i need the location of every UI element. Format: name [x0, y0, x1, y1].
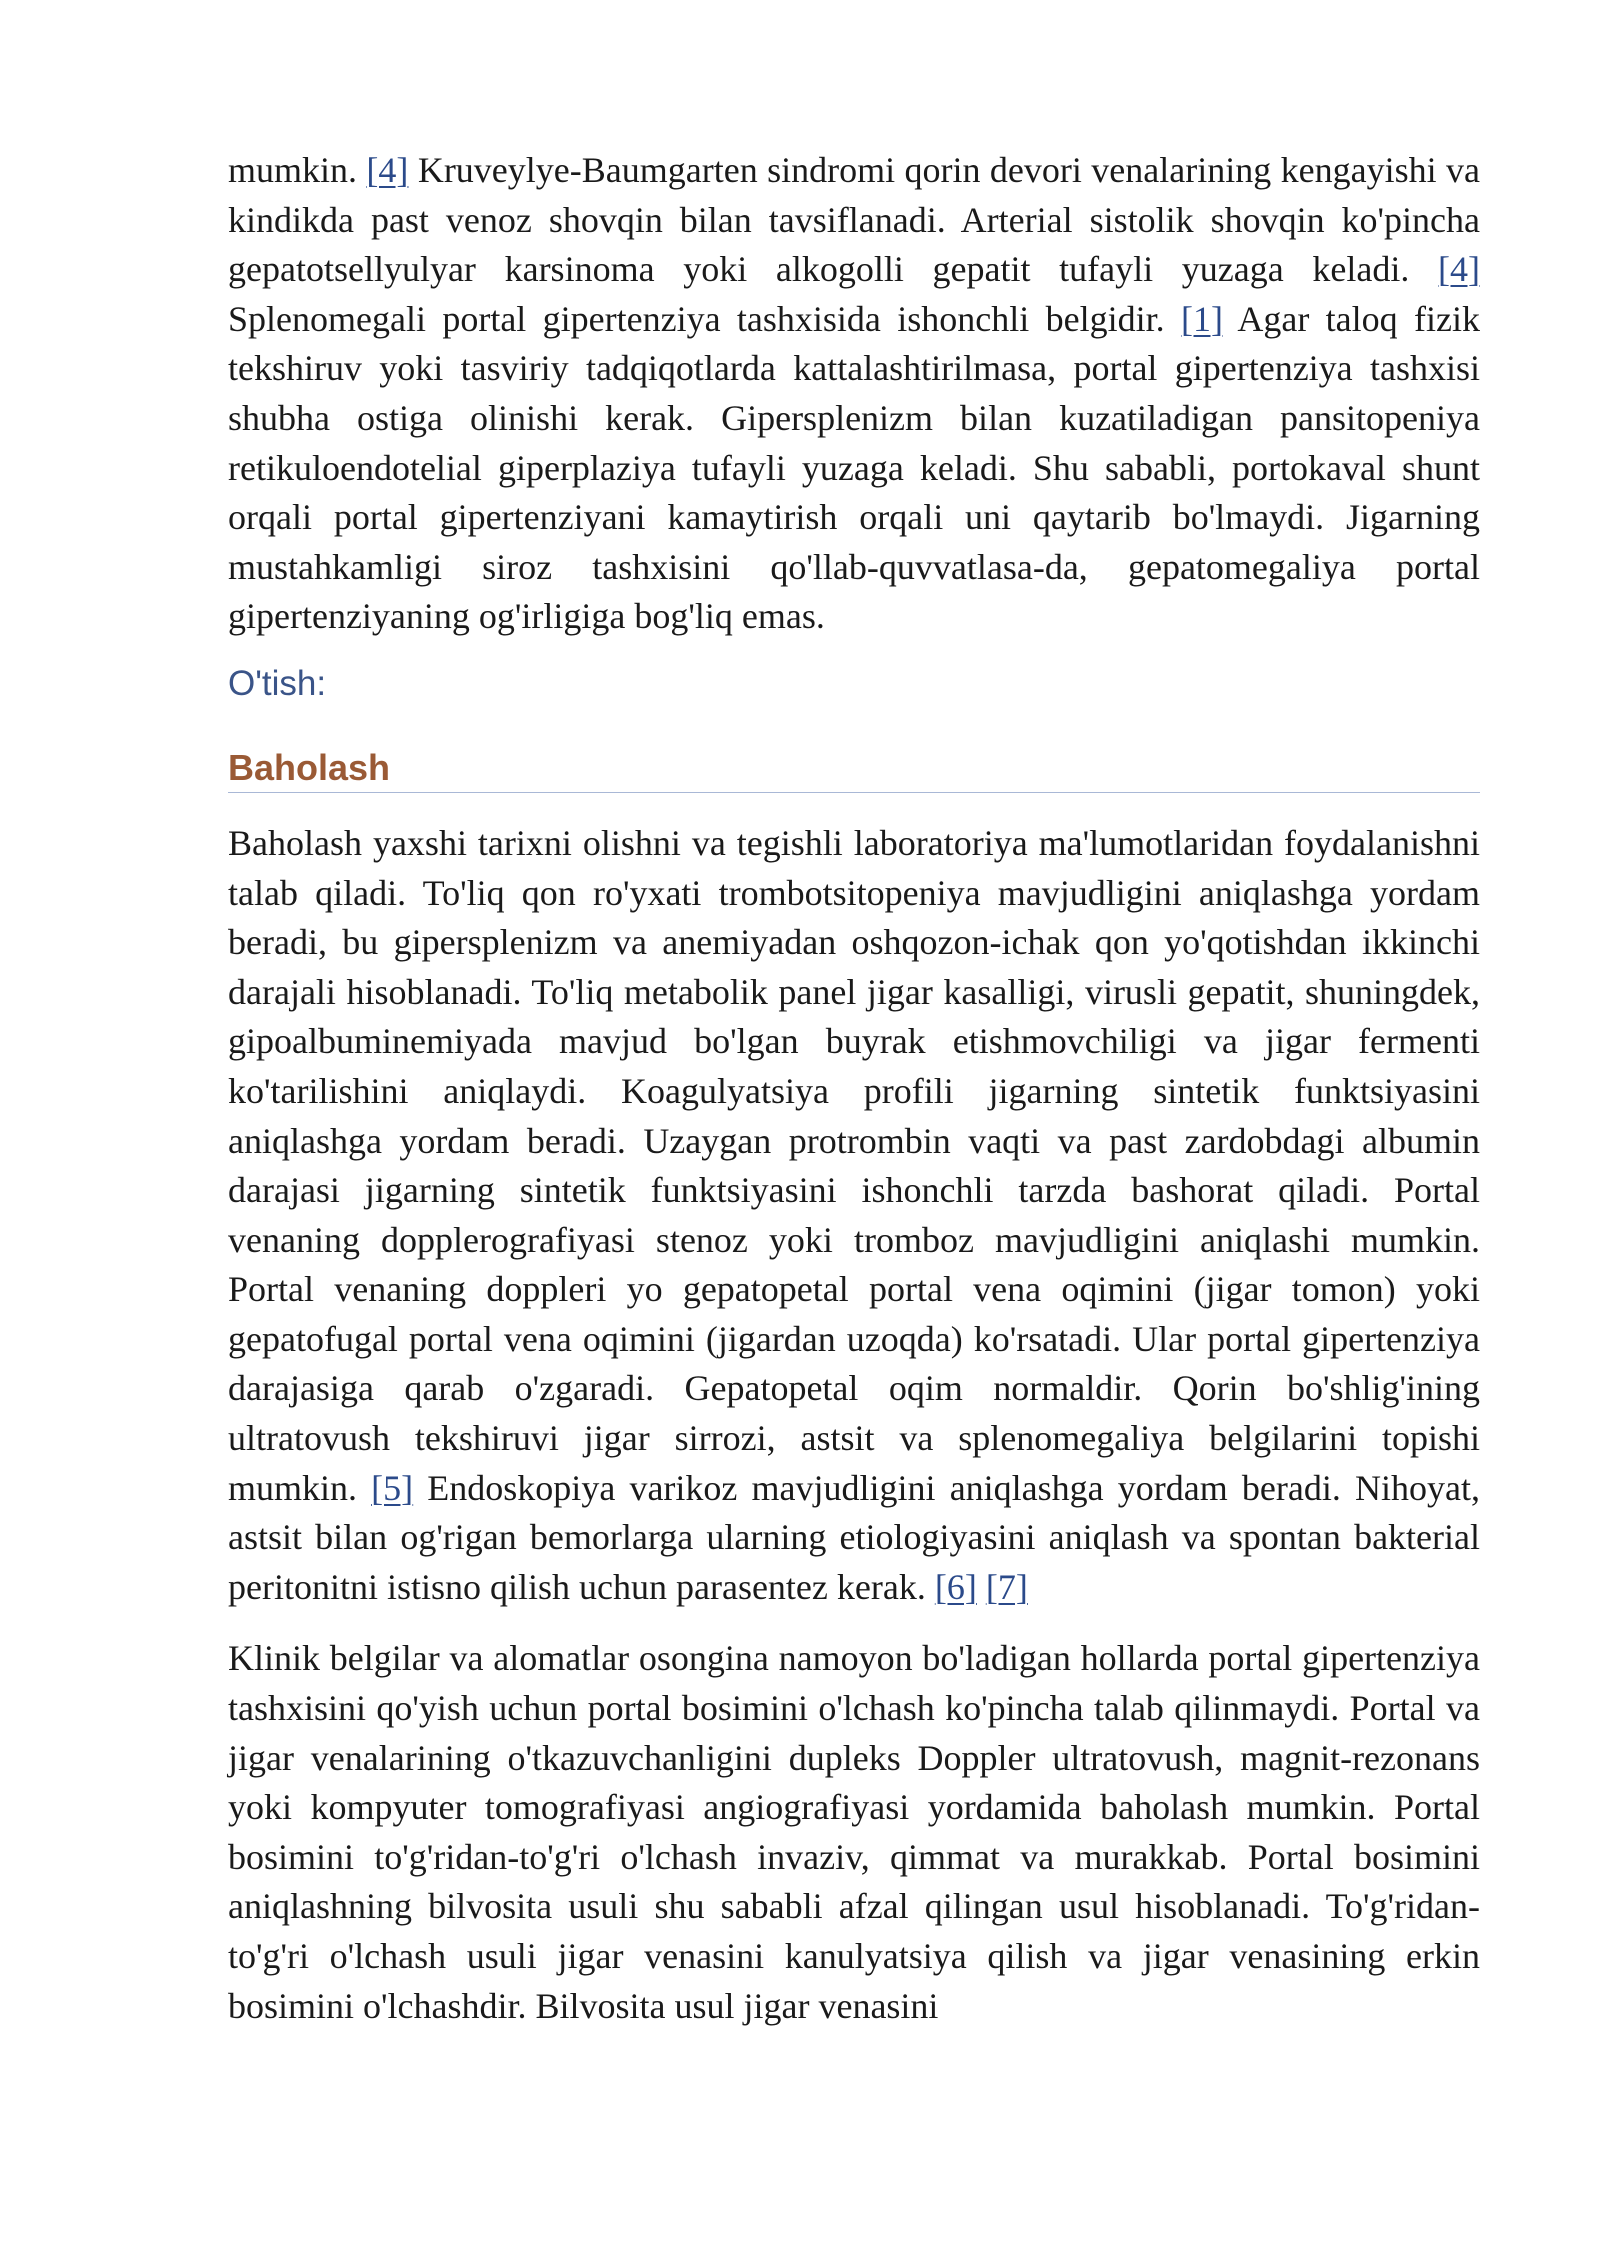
citation-link-1[interactable]: [1] — [1180, 298, 1223, 339]
citation-link-4[interactable]: [4] — [1438, 249, 1480, 290]
paragraph-text: Splenomegali portal gipertenziya tashxisida ishonchli belgidir. — [228, 298, 1181, 339]
paragraph-text: mumkin. — [228, 150, 367, 190]
section-body — [228, 819, 1480, 2031]
citation-link-4[interactable]: [4] — [366, 150, 409, 190]
citation-link-6[interactable]: [6] — [934, 1566, 977, 1607]
citation-link-7[interactable]: [7] — [985, 1566, 1028, 1607]
paragraph-text: Agar taloq fizik tekshiruv yoki tasviriy tadqiqotlarda kattalashtirilmasa, portal gipertenziya tashxisi shubha ostiga olinishi kerak. Gipersplenizm bilan kuzatiladigan pansitopeniya retikuloendotelial giperplaziya tufayli yuzaga keladi. Shu sababli, portokaval shunt orqali portal gipertenziyani kamaytirish orqali uni qaytarib bo'lmaydi. Jigarning mustahkamligi siroz tashxisini qo'llab-quvvatlasa-da, gepatomegaliya portal gipertenziyaning og'irligiga bog'liq emas. — [228, 298, 1480, 637]
intro-paragraph — [228, 146, 1480, 642]
paragraph-text: Endoskopiya varikoz mavjudligini aniqlashga yordam beradi. Nihoyat, astsit bilan og'rigan bemorlarga ularning etiologiyasini aniqlash va spontan bakterial peritonitni istisno qilish uchun parasentez kerak. — [228, 1467, 1480, 1607]
paragraph-text: Kruveylye-Baumgarten sindromi qorin devori venalarining kengayishi va kindikda past venoz shovqin bilan tavsiflanadi. Arterial sistolik shovqin ko'pincha gepatotsellyulyar karsinoma yoki alkogolli gepatit tufayli yuzaga keladi. — [228, 150, 1480, 290]
citation-link-5[interactable]: [5] — [371, 1467, 414, 1508]
evaluation-paragraph — [228, 819, 1480, 1613]
subheading-otish: O'tish: — [228, 663, 327, 703]
paragraph-text — [977, 1567, 986, 1607]
section-heading-baholash: Baholash — [228, 746, 1480, 793]
measurement-paragraph: Klinik belgilar va alomatlar osongina namoyon bo'ladigan hollarda portal gipertenziya tashxisini qo'yish uchun portal bosimini o'lchash ko'pincha talab qilinmaydi. Portal va jigar venalarining o'tkazuvchanligini dupleks Doppler ultratovush, magnit-rezonans yoki kompyuter tomografiyasi angiografiyasi yordamida baholash mumkin. Portal bosimini to'g'ridan-to'g'ri o'lchash invaziv, qimmat va murakkab. Portal bosimini aniqlashning bilvosita usuli shu sababli afzal qilingan usul hisoblanadi. To'g'ridan-to'g'ri o'lchash usuli jigar venasini kanulyatsiya qilish va jigar venasining erkin bosimini o'lchashdir. Bilvosita usul jigar venasini — [228, 1638, 1480, 2026]
document-page — [228, 146, 1480, 2031]
paragraph-text: Baholash yaxshi tarixni olishni va tegishli laboratoriya ma'lumotlaridan foydalanishni talab qiladi. To'liq qon ro'yxati trombotsitopeniya mavjudligini aniqlashga yordam beradi, bu gipersplenizm va anemiyadan oshqozon-ichak qon yo'qotishdan ikkinchi darajali hisoblanadi. To'liq metabolik panel jigar kasalligi, virusli gepatit, shuningdek, gipoalbuminemiyada mavjud bo'lgan buyrak etishmovchiligi va jigar fermenti ko'tarilishini aniqlaydi. Koagulyatsiya profili jigarning sintetik funktsiyasini aniqlashga yordam beradi. Uzaygan protrombin vaqti va past zardobdagi albumin darajasi jigarning sintetik funktsiyasini ishonchli tarzda bashorat qiladi. Portal venaning dopplerografiyasi stenoz yoki tromboz mavjudligini aniqlashi mumkin. Portal venaning doppleri yo gepatopetal portal vena oqimini (jigar tomon) yoki gepatofugal portal vena oqimini (jigardan uzoqda) ko'rsatadi. Ular portal gipertenziya darajasiga qarab o'zgaradi. Gepatopetal oqim normaldir. Qorin bo'shlig'ining ultratovush tekshiruvi jigar sirrozi, astsit va splenomegaliya belgilarini topishi mumkin. — [228, 822, 1480, 1508]
